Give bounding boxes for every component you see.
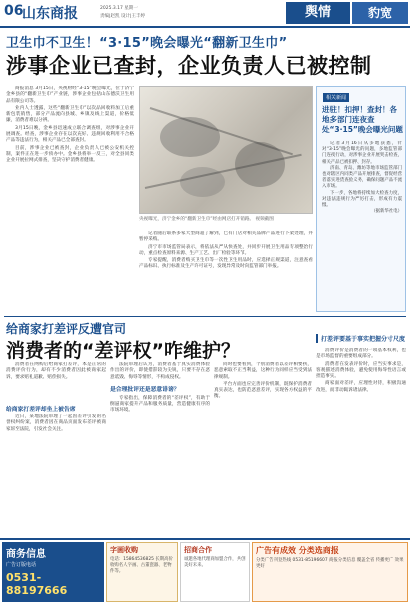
article2-column-2 <box>110 362 210 534</box>
ads-strip <box>0 538 410 602</box>
ad-classified[interactable] <box>252 542 408 602</box>
byline: （据新华社电） <box>371 209 402 215</box>
article2-kicker: 给商家打差评反遭官司 <box>6 322 127 336</box>
masthead <box>0 0 410 28</box>
paragraph: 记者随后联系多家大型商超了解到，已有门店对相关品牌产品进行下架处理，并暂停采购。 <box>139 231 313 243</box>
article1-column-2 <box>139 231 313 312</box>
ad-investment[interactable] <box>180 542 250 602</box>
paragraph: 法院审理后认为，消费者基于真实消费体验作出的评价，即使措辞较为尖锐，只要不存在恶意诋毁、侮辱等情形，不构成侵权。 <box>110 362 210 380</box>
ad-body: 电话：15864536825 长期高价收购名人字画、古董瓷器、老物件等。 <box>110 557 173 574</box>
ad-calligraphy[interactable] <box>106 542 178 602</box>
date-line: 2025.3.17 星期一 <box>100 6 138 11</box>
section-brand: 舆情 <box>286 2 350 24</box>
commentary-title: 打差评要基于事实把握分寸尺度 <box>316 334 406 343</box>
section-divider <box>4 316 406 317</box>
article1-kicker: 卫生巾不卫生！“3·15”晚会曝光“翻新卫生巾” <box>6 36 288 51</box>
related-news-tag: 相关新闻 <box>323 93 349 102</box>
paragraph: 专家提醒，消费者购买卫生巾等一次性卫生用品时，应选择正规渠道，注意查看产品标识、执行标准及生产许可证号，发现异常及时向监管部门举报。 <box>139 258 313 270</box>
paper-name: 山东商报 <box>22 6 78 22</box>
ad-title: 商务信息 <box>6 549 46 560</box>
related-news-body <box>322 141 402 309</box>
editor-line: 责编|赵凯 设计|王丰婷 <box>100 14 145 19</box>
ad-subtitle: 广告订版电话 <box>6 562 37 568</box>
paragraph: 同时也要看到，个别消费者以差评相要挟，恶意索取不正当利益，这种行为同样应当受到法律规制。 <box>214 362 312 380</box>
paragraph: 济南、青岛、潍坊等地市场监管部门也对辖区内同类产品开展排查，督促经营者落实进货查验义务，确保问题产品不流入市场。 <box>322 165 402 190</box>
related-news-title: 进驻！扣押！查封！各地多部门连夜查处“3·15”晚会曝光问题 <box>322 105 403 134</box>
ad-title: 字画收购 <box>110 546 138 554</box>
page-number: 06 <box>4 3 24 19</box>
ad-body: 分类广告刊登热线 0531-85196607 商报分类信息 覆盖全省 传播更广 效果更好 <box>256 558 404 569</box>
ad-title: 广告有成效 分类选商报 <box>256 546 339 555</box>
article2-column-1b <box>6 414 106 534</box>
paragraph: 目前，涉事企业已被查封，企业负责人已被公安机关控制，案件正在进一步侦办中。金乡县将举一反三，对全县同类企业开展拉网式排查，坚决守护消费者健康。 <box>6 145 134 164</box>
news-photo <box>139 86 313 214</box>
paragraph: 记者3月16日从多地获悉，针对“3·15”晚会曝光的问题，多地监管部门连夜行动，对涉事企业开展突击检查，相关产品已被扣押、封存。 <box>322 141 402 165</box>
paragraph: 近日，某地法院审理了一起因差评引发的名誉权纠纷案，消费者因在商品页面发布差评被商家诉至法院，引发社会关注。 <box>6 414 106 432</box>
related-news-box <box>316 86 406 312</box>
paragraph: 专家指出，保障消费者的“差评权”，有助于倒逼商家提升产品和服务质量，营造健康有序的市场环境。 <box>110 395 210 414</box>
article1-headline: 涉事企业已查封，企业负责人已被控制 <box>6 54 372 78</box>
photo-caption: 央视曝光，济宁金乡的“翻新卫生巾”经由网店打开销路。 视频截图 <box>139 217 274 222</box>
paragraph: 业内人士透露，这些“翻新卫生巾”以次品回收料加工后重新包装销售，部分产品流向县城、乡镇及线上渠道，价格低廉，消费者难以分辨。 <box>6 105 134 124</box>
ad-phone: 0531-88197666 <box>6 571 68 597</box>
paragraph: 下一步，各地将持续加大检查力度，对违法违规行为严厉打击，形成有力震慑。 <box>322 190 402 209</box>
article2-column-1a <box>6 362 106 402</box>
ad-title: 招商合作 <box>184 546 212 554</box>
paragraph: 商报消息 3月15日，央视财经“3·15”晚会曝光，位于济宁金乡县的“翻新卫生巾”产业链，涉事企业包括山东德沃卫生用品有限公司等。 <box>6 86 134 104</box>
paragraph: 济宁市市场监管局表示，将依法从严从快查处，并同步开展卫生用品专项整治行动，重点检查原料来源、生产工艺、出厂检验等环节。 <box>139 244 313 256</box>
paragraph: 消费者在发表评价时，应当实事求是，客观描述消费体验，避免使用侮辱性语言或捏造事实。 <box>316 361 406 380</box>
article2-column-3 <box>214 362 312 534</box>
ad-business-info[interactable] <box>2 542 104 602</box>
paragraph: 消费者在网购后给商家打差评，本是正常的消费评价行为，却有不少消费者因此被商家起诉，要求赔礼道歉、赔偿损失。 <box>6 362 106 380</box>
paragraph: 平台方面也应完善评价机制，既保护消费者真实表达，也防范恶意差评，实现各方权益的平衡。 <box>214 381 312 400</box>
paragraph: 3月15日晚，金乡县迅速成立联合调查组，对涉事企业开展调查。经查，涉事企业存在以次充好、违规回收利用不合格产品等违法行为，相关产品已全部查封。 <box>6 125 134 144</box>
paragraph: 商家面对差评，应理性对待，积极沟通改进，而非动辄诉诸法律。 <box>316 381 406 393</box>
paragraph: 消费评价是消费者的一项基本权利，也是市场监督的重要组成部分。 <box>316 348 406 360</box>
article1-column-1 <box>6 86 134 312</box>
commentary-body <box>316 348 406 534</box>
article2-subhead-left: 给商家打差评却坐上被告席 <box>6 407 76 413</box>
article2-subhead-mid: 是合理批评还是恶意诽谤？ <box>110 386 180 393</box>
article2-headline: 消费者的“差评权”咋维护？ <box>6 340 240 362</box>
ad-body: 诚邀各地代理商加盟合作，共创美好未来。 <box>184 557 246 568</box>
section-brand-2: 豹宽 <box>352 2 408 24</box>
